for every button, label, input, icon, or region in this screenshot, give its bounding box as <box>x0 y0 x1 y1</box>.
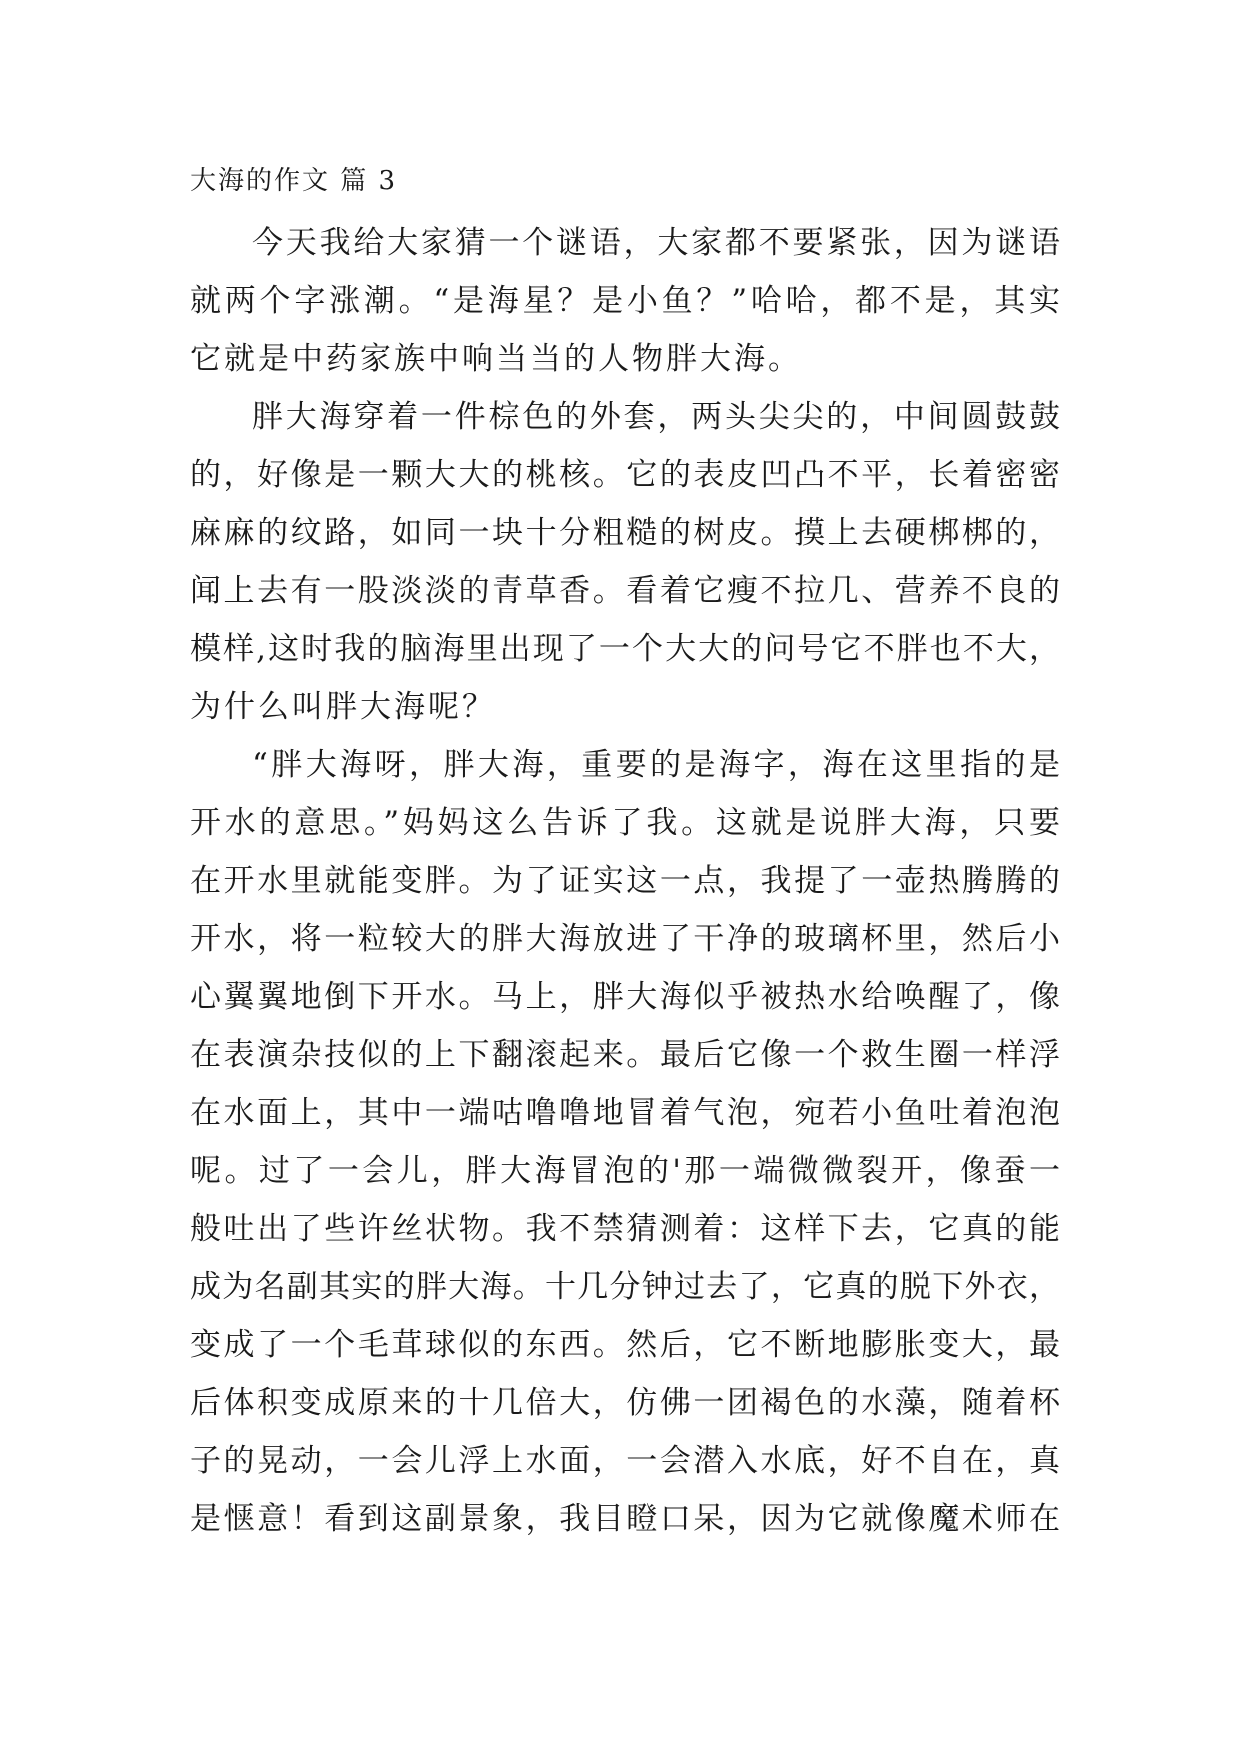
paragraph-list <box>190 214 1060 1548</box>
text-line: 在水面上，其中一端咕噜噜地冒着气泡，宛若小鱼吐着泡泡 <box>190 1095 1060 1131</box>
text-line: 模样,这时我的脑海里出现了一个大大的问号它不胖也不大， <box>190 631 1060 667</box>
text-line: 开水，将一粒较大的胖大海放进了干净的玻璃杯里，然后小 <box>190 921 1060 957</box>
text-line: 就两个字涨潮。“是海星？是小鱼？”哈哈，都不是，其实 <box>190 283 1060 319</box>
paragraph <box>190 736 1060 1548</box>
text-line: 变成了一个毛茸球似的东西。然后，它不断地膨胀变大，最 <box>190 1327 1060 1363</box>
text-line: 麻麻的纹路，如同一块十分粗糙的树皮。摸上去硬梆梆的， <box>190 515 1060 551</box>
text-line: 的，好像是一颗大大的桃核。它的表皮凹凸不平，长着密密 <box>190 457 1060 493</box>
text-line: 成为名副其实的胖大海。十几分钟过去了，它真的脱下外衣， <box>190 1269 1060 1305</box>
text-line: 胖大海穿着一件棕色的外套，两头尖尖的，中间圆鼓鼓 <box>252 399 1060 435</box>
text-line: 后体积变成原来的十几倍大，仿佛一团褐色的水藻，随着杯 <box>190 1385 1060 1421</box>
text-line: 在表演杂技似的上下翻滚起来。最后它像一个救生圈一样浮 <box>190 1037 1060 1073</box>
text-line: 般吐出了些许丝状物。我不禁猜测着：这样下去，它真的能 <box>190 1211 1060 1247</box>
text-line: 子的晃动，一会儿浮上水面，一会潜入水底，好不自在，真 <box>190 1443 1060 1479</box>
text-line: 今天我给大家猜一个谜语，大家都不要紧张，因为谜语 <box>252 225 1060 261</box>
text-line: 是惬意！看到这副景象，我目瞪口呆，因为它就像魔术师在 <box>190 1501 1060 1537</box>
paragraph <box>190 214 1060 388</box>
text-line: 心翼翼地倒下开水。马上，胖大海似乎被热水给唤醒了，像 <box>190 979 1060 1015</box>
text-line: 闻上去有一股淡淡的青草香。看着它瘦不拉几、营养不良的 <box>190 573 1060 609</box>
text-line: 呢。过了一会儿，胖大海冒泡的'那一端微微裂开，像蚕一 <box>190 1153 1060 1189</box>
text-line: 为什么叫胖大海呢？ <box>190 689 496 725</box>
text-line: “胖大海呀，胖大海，重要的是海字，海在这里指的是 <box>252 747 1060 783</box>
text-line: 开水的意思。”妈妈这么告诉了我。这就是说胖大海，只要 <box>190 805 1060 841</box>
paragraph <box>190 388 1060 736</box>
text-line: 它就是中药家族中响当当的人物胖大海。 <box>190 341 802 377</box>
document-body <box>190 162 1060 1548</box>
document-title: 大海的作文 篇 3 <box>190 166 398 196</box>
text-line: 在开水里就能变胖。为了证实这一点，我提了一壶热腾腾的 <box>190 863 1060 899</box>
